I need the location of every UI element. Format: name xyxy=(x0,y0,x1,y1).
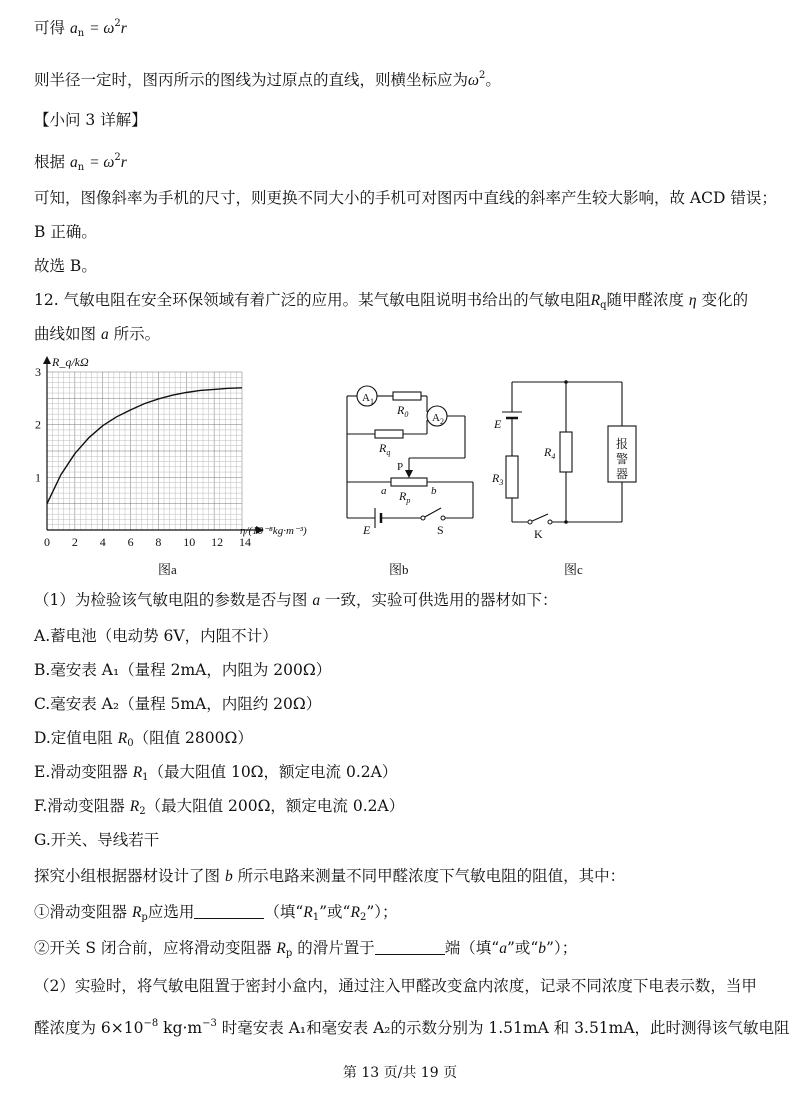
x-tick-label: 4 xyxy=(99,535,106,549)
item-d: D.定值电阻 $R_0$（阻值 2800Ω） xyxy=(34,729,253,749)
figure-b-caption: 图b xyxy=(389,562,409,577)
item-g: G.开关、导线若干 xyxy=(34,831,160,849)
question-12-line-1: 12. 气敏电阻在安全环保领域有着广泛的应用。某气敏电阻说明书给出的气敏电阻$R_q$随甲醛浓度 η 变化的 xyxy=(34,291,749,311)
question-2: ②开关 S 闭合前，应将滑动变阻器 $R_p$ 的滑片置于 端（填“a”或“b”）； xyxy=(34,939,578,959)
x-tick-label: 8 xyxy=(155,535,162,549)
alarm-label: 报警器 xyxy=(616,437,629,481)
x-tick-label: 14 xyxy=(239,535,251,549)
figure-b-circuit xyxy=(335,376,495,586)
item-f: F.滑动变阻器 $R_2$（最大阻值 200Ω，额定电流 0.2A） xyxy=(34,797,405,817)
svg-text:Rp: $R_p$ xyxy=(399,489,411,505)
svg-text:P: P xyxy=(397,461,404,473)
answer-blank-2[interactable] xyxy=(375,940,445,955)
item-e: E.滑动变阻器 $R_1$（最大阻值 10Ω，额定电流 0.2A） xyxy=(34,763,398,783)
svg-text:S: S xyxy=(437,523,444,537)
svg-text:K: K xyxy=(534,527,543,541)
y-axis-label: R_q/kΩ xyxy=(52,355,89,369)
x-tick-label: 6 xyxy=(127,535,134,549)
y-tick-label: 3 xyxy=(35,365,41,379)
svg-text:A1: $A_1$ xyxy=(362,392,374,406)
figure-a-caption: 图a xyxy=(158,562,177,577)
x-tick-label: 12 xyxy=(211,535,224,549)
item-c: C.毫安表 A₂（量程 5mA，内阻约 20Ω） xyxy=(34,695,322,713)
text-line-2: 则半径一定时，图丙所示的图线为过原点的直线，则横坐标应为$\omega^2$。 xyxy=(34,70,501,89)
svg-text:b: b xyxy=(431,485,437,497)
x-axis-label: η/(10⁻⁸kg·m⁻³) xyxy=(240,525,307,537)
svg-text:Rq: $R_q$ xyxy=(379,441,391,457)
text-line-7: 故选 B。 xyxy=(34,257,97,275)
svg-text:E: E xyxy=(363,523,371,537)
subquestion-1-intro: （1）为检验该气敏电阻的参数是否与图 a 一致，实验可供选用的器材如下： xyxy=(34,591,558,609)
item-a: A.蓄电池（电动势 6V，内阻不计） xyxy=(34,627,278,645)
y-axis-arrow xyxy=(43,356,51,364)
subquestion-heading: 【小问 3 详解】 xyxy=(34,111,147,129)
text-line-6: B 正确。 xyxy=(34,223,97,241)
chart-grid xyxy=(47,372,242,530)
rheostat-rp xyxy=(391,478,427,486)
text-line-4: 根据 $a_n = \omega^2r$ xyxy=(34,152,127,173)
svg-text:R3: $R_3$ xyxy=(492,471,504,487)
slider-arrow xyxy=(405,470,413,478)
switch-s xyxy=(423,508,441,518)
design-intro: 探究小组根据器材设计了图 b 所示电路来测量不同甲醛浓度下气敏电阻的阻值，其中： xyxy=(34,867,626,885)
svg-text:E: E xyxy=(494,417,502,431)
text-line-5: 可知，图像斜率为手机的尺寸，则更换不同大小的手机可对图丙中直线的斜率产生较大影响，故 ACD 错误； xyxy=(34,189,777,207)
subquestion-2-line-2: 醛浓度为 $6\times 10^{-8}$ $kg\cdot m^{-3}$ 时毫安表 A₁和毫安表 A₂的示数分别为 1.51mA 和 3.51mA，此时测得该气敏电阻 xyxy=(34,1018,790,1037)
svg-text:R0: $R_0$ xyxy=(397,403,409,419)
resistor-r4 xyxy=(560,432,572,472)
text-line-1: 可得 $a_n = \omega^2r$ xyxy=(34,18,127,39)
answer-blank-1[interactable] xyxy=(194,904,264,919)
switch-k xyxy=(530,514,548,522)
item-b: B.毫安表 A₁（量程 2mA，内阻为 200Ω） xyxy=(34,661,332,679)
x-tick-label: 10 xyxy=(183,535,196,549)
figure-a-chart xyxy=(30,352,330,584)
figure-c-caption: 图c xyxy=(564,562,583,577)
resistor-r3 xyxy=(506,456,518,498)
svg-text:a: a xyxy=(381,485,387,497)
resistor-r0 xyxy=(393,392,421,400)
question-1: ①滑动变阻器 $R_p$应选用 （填“$R_1$”或“$R_2$”）； xyxy=(34,903,398,923)
figure-c-circuit xyxy=(490,376,650,586)
question-12-line-2: 曲线如图 a 所示。 xyxy=(34,325,161,343)
resistor-rq xyxy=(375,430,403,438)
y-tick-label: 1 xyxy=(35,470,41,485)
svg-text:A2: $A_2$ xyxy=(432,412,444,426)
svg-text:R4: $R_4$ xyxy=(544,445,556,461)
x-tick-label: 0 xyxy=(44,535,50,549)
page-footer: 第 13 页/共 19 页 xyxy=(342,1065,458,1081)
y-tick-label: 2 xyxy=(35,417,41,432)
subquestion-2-line-1: （2）实验时，将气敏电阻置于密封小盒内，通过注入甲醛改变盒内浓度，记录不同浓度下电表示数，当甲 xyxy=(34,977,757,995)
x-tick-label: 2 xyxy=(71,535,78,549)
